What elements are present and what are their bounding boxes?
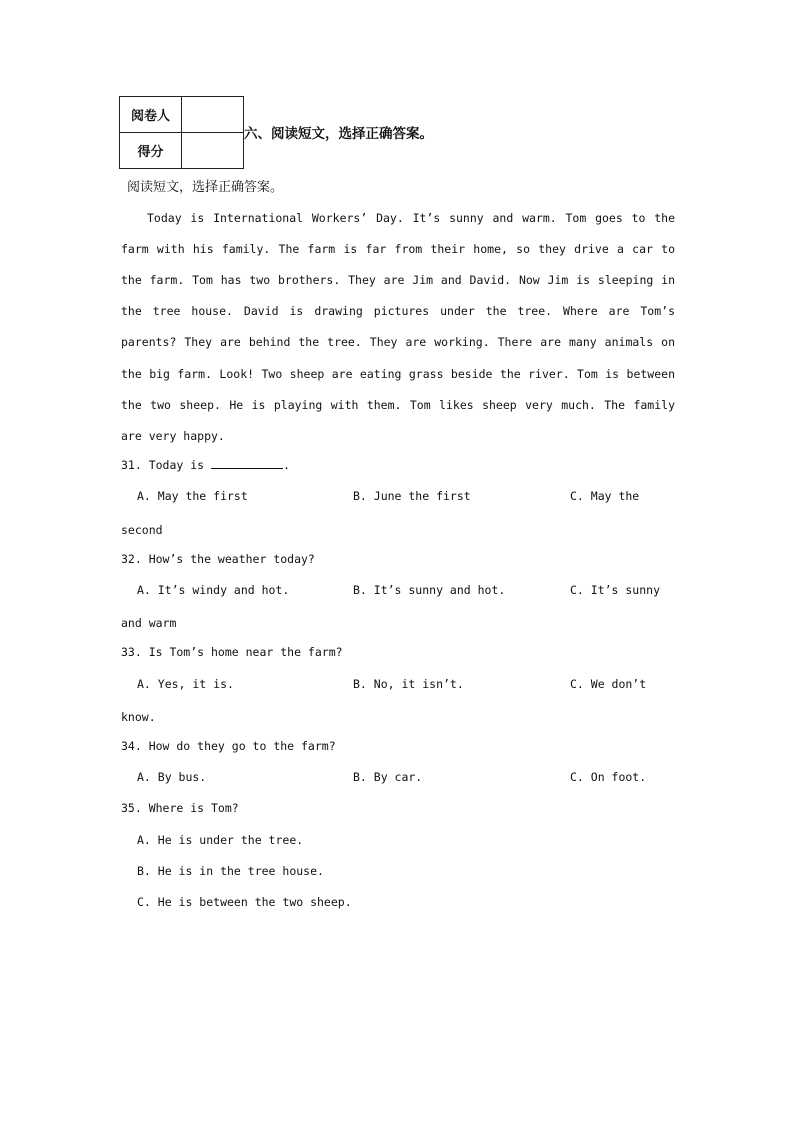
passage-line: farm with his family. The farm is far from their home, so they drive a car to <box>121 242 675 256</box>
option-c: C. On foot. <box>570 770 647 784</box>
option-c-wrap: and warm <box>121 616 177 630</box>
option-c: C. May the <box>570 489 640 503</box>
passage-line: the tree house. David is drawing pictures under the tree. Where are Tom’s <box>121 304 675 318</box>
question-stem: 33. Is Tom’s home near the farm? <box>121 645 343 659</box>
passage-line: Today is International Workers’ Day. It’s sunny and warm. Tom goes to the <box>147 211 675 225</box>
question-stem-end: . <box>283 458 290 472</box>
reviewer-label: 阅卷人 <box>120 97 182 133</box>
option-b: B. He is in the tree house. <box>137 864 324 878</box>
score-cell <box>182 133 244 169</box>
passage-line: the two sheep. He is playing with them. Tom likes sheep very much. The family <box>121 398 675 412</box>
option-a: A. It’s windy and hot. <box>137 583 290 597</box>
option-a: A. He is under the tree. <box>137 833 304 847</box>
passage-line: parents? They are behind the tree. They are working. There are many animals on <box>121 335 675 349</box>
passage-line: the big farm. Look! Two sheep are eating grass beside the river. Tom is between <box>121 367 675 381</box>
option-b: B. It’s sunny and hot. <box>353 583 506 597</box>
question-stem: 34. How do they go to the farm? <box>121 739 336 753</box>
option-c: C. It’s sunny <box>570 583 661 597</box>
section-title: 六、阅读短文，选择正确答案。 <box>244 126 433 142</box>
option-b: B. June the first <box>353 489 471 503</box>
score-label: 得分 <box>120 133 182 169</box>
option-c: C. We don’t <box>570 677 647 691</box>
question-stem: 35. Where is Tom? <box>121 801 239 815</box>
option-b: B. No, it isn’t. <box>353 677 464 691</box>
option-c-wrap: second <box>121 523 163 537</box>
option-a: A. May the first <box>137 489 248 503</box>
question-stem: 32. How’s the weather today? <box>121 552 315 566</box>
question-stem <box>121 457 290 473</box>
answer-blank <box>211 457 283 469</box>
passage-line: the farm. Tom has two brothers. They are Jim and David. Now Jim is sleeping in <box>121 273 675 287</box>
option-c: C. He is between the two sheep. <box>137 895 352 909</box>
question-stem-text: 31. Today is <box>121 458 205 472</box>
score-table <box>119 96 244 169</box>
instruction: 阅读短文，选择正确答案。 <box>127 180 284 195</box>
option-b: B. By car. <box>353 770 423 784</box>
option-c-wrap: know. <box>121 710 156 724</box>
passage-line: are very happy. <box>121 429 225 443</box>
option-a: A. By bus. <box>137 770 207 784</box>
reviewer-cell <box>182 97 244 133</box>
option-a: A. Yes, it is. <box>137 677 234 691</box>
